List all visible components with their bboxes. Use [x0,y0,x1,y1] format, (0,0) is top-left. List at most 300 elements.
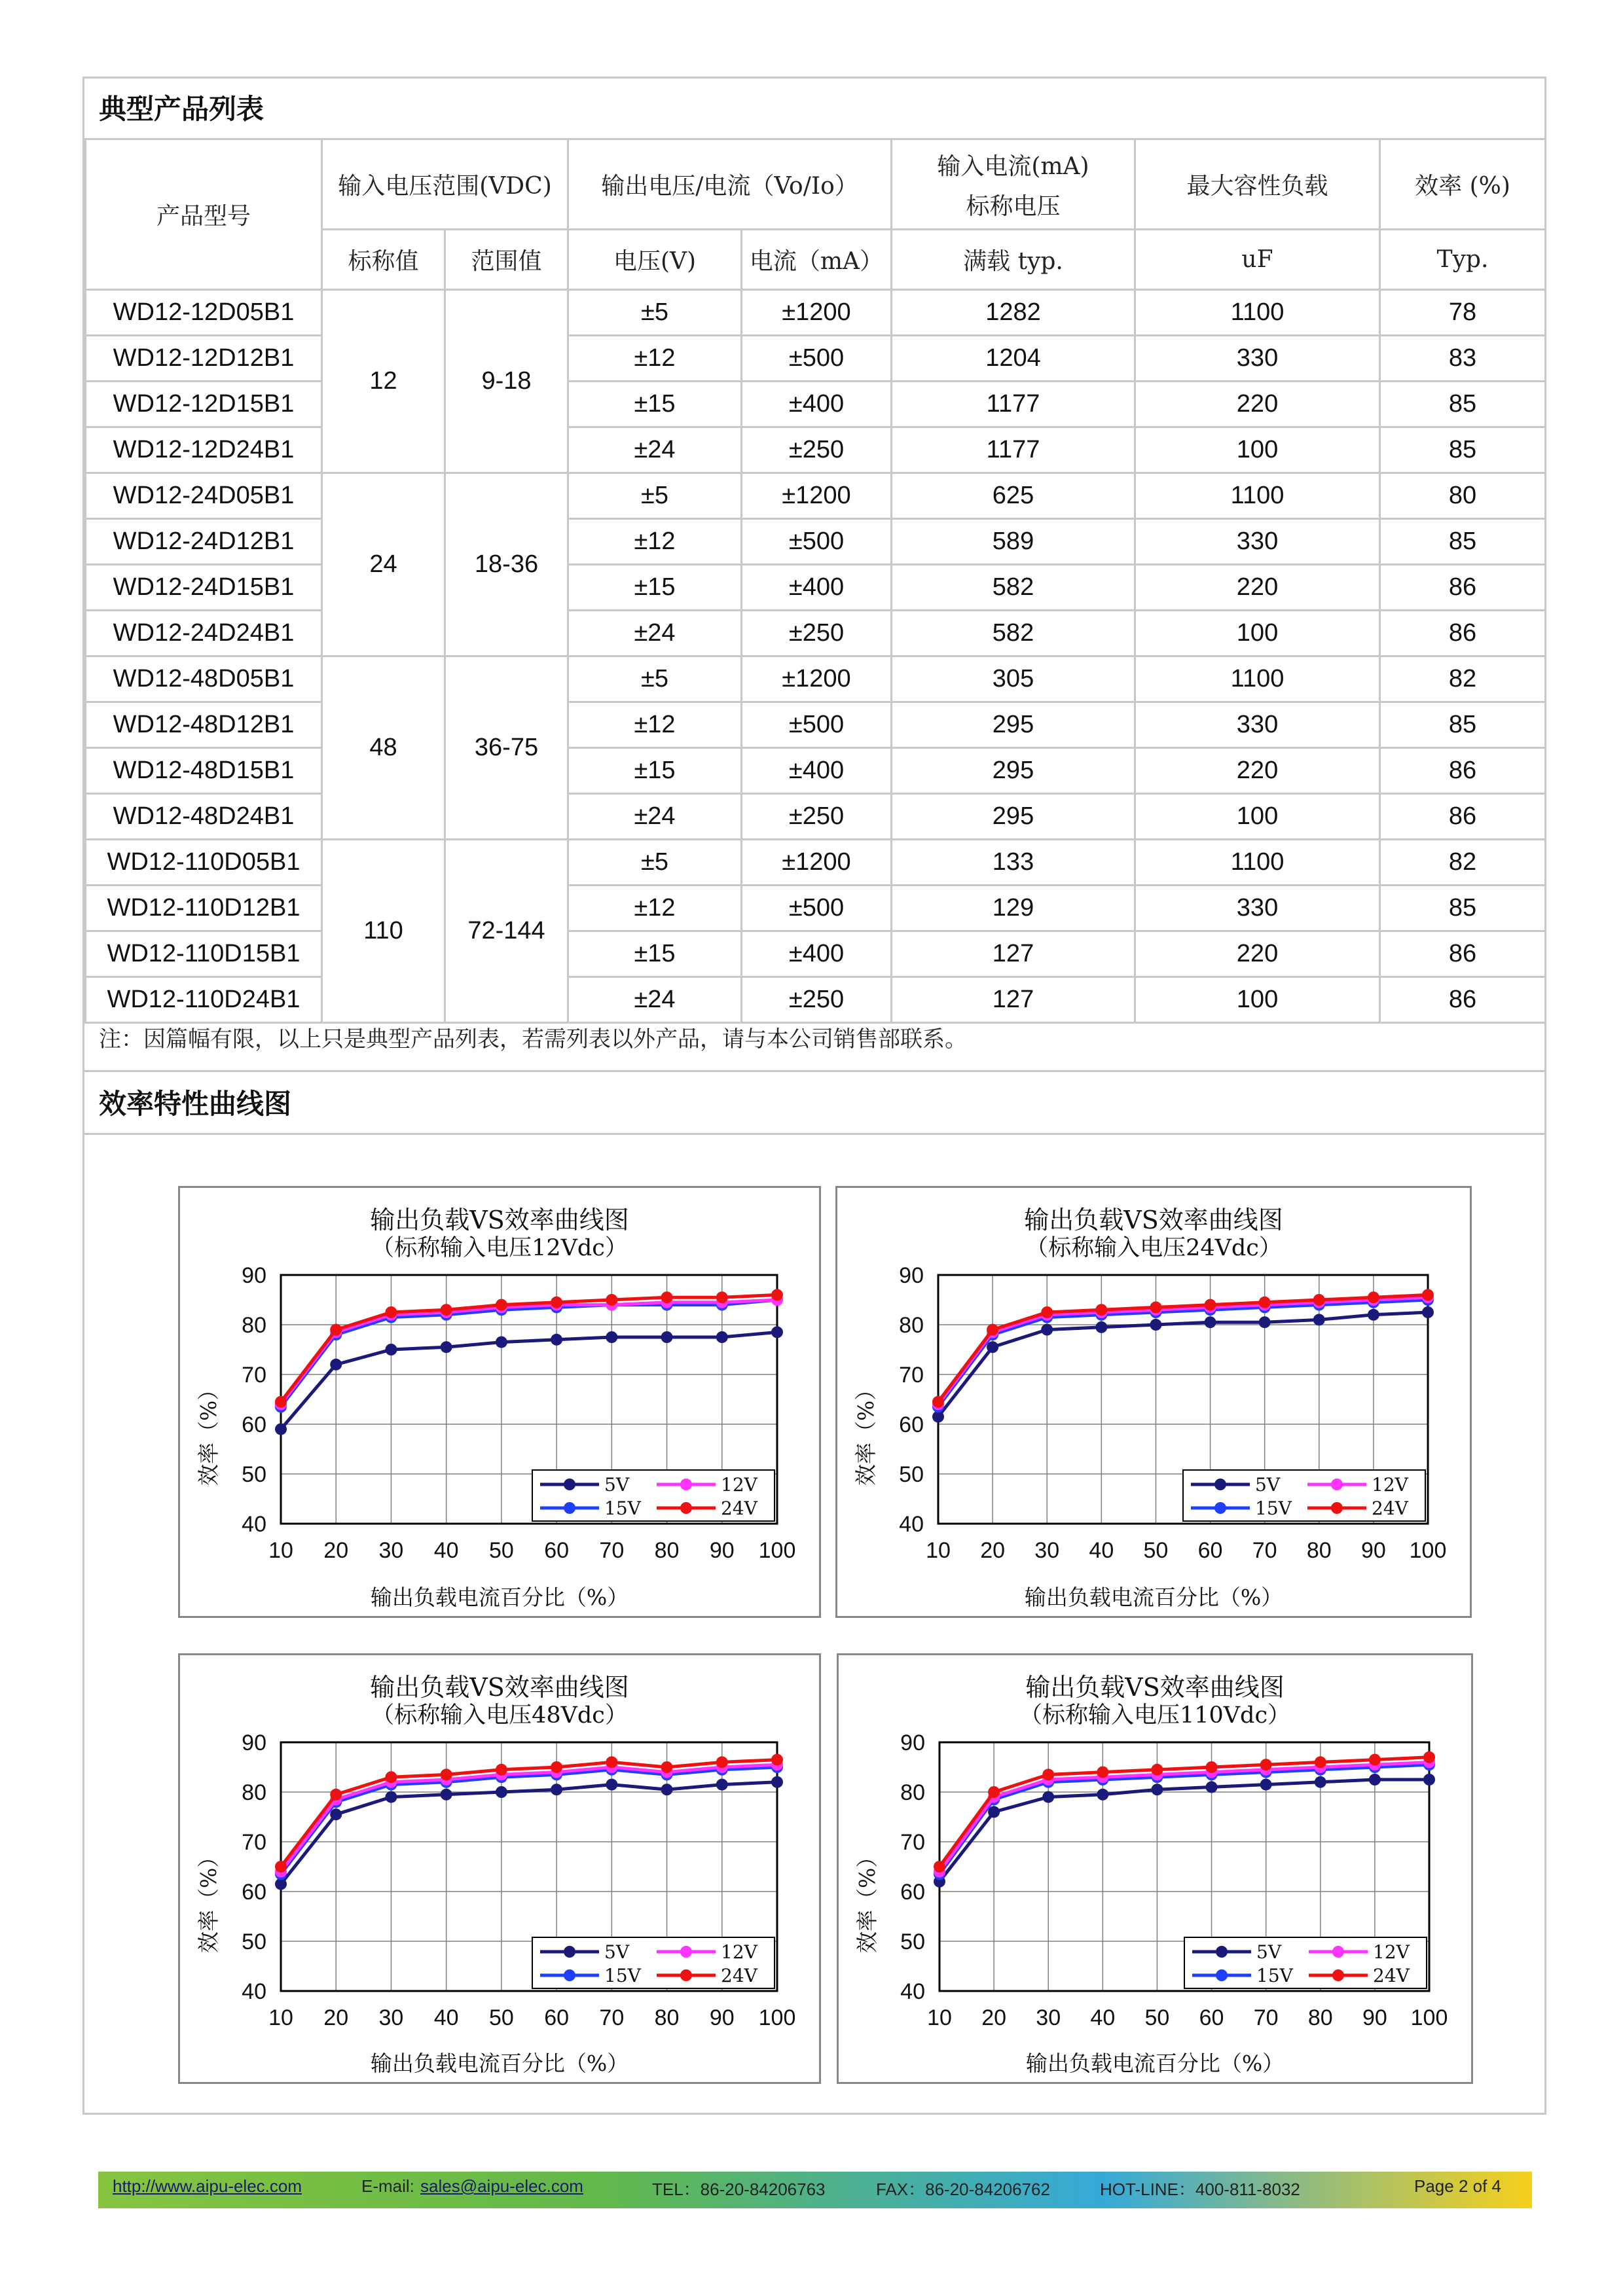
data-point [661,1761,673,1773]
header-input-current-line1: 输入电流(mA) [937,152,1089,180]
header-input-current [892,139,1135,230]
input-current-cell: 127 [892,977,1135,1023]
table-row [86,656,1546,702]
data-point [716,1291,728,1303]
data-point [1095,1304,1107,1316]
capacitive-load-cell: 100 [1135,611,1380,656]
y-tick-label: 80 [242,1313,266,1338]
y-tick-label: 70 [899,1363,924,1388]
data-point [551,1297,562,1308]
chart-legend [532,1470,775,1521]
data-point [275,1861,287,1873]
x-tick-label: 80 [654,2005,680,2030]
footer-email-link[interactable]: sales@aipu-elec.com [420,2176,583,2196]
data-point [987,1324,998,1336]
y-tick-label: 60 [899,1412,924,1437]
x-tick-label: 60 [1199,2005,1224,2030]
data-point [1368,1291,1379,1303]
efficiency-cell: 86 [1380,931,1546,977]
model-cell: WD12-48D05B1 [86,656,322,702]
legend-label: 5V [604,1941,630,1963]
footer-website-link[interactable]: http://www.aipu-elec.com [113,2176,302,2196]
legend-swatch-marker [564,1946,575,1958]
input-current-cell: 1282 [892,290,1135,336]
data-point [661,1331,673,1343]
data-point [551,1761,562,1773]
header-capacitive-load: 最大容性负载 [1135,139,1380,230]
input-current-cell: 295 [892,748,1135,794]
subheader-full-load: 满载 typ. [892,230,1135,290]
data-point [1315,1756,1326,1768]
legend-swatch-marker [1332,1946,1344,1958]
model-cell: WD12-48D15B1 [86,748,322,794]
chart-x-label: 输出负载电流百分比（%） [1025,2051,1285,2076]
efficiency-cell: 86 [1380,977,1546,1023]
y-tick-label: 90 [899,1263,924,1288]
data-point [1205,1316,1216,1328]
x-tick-label: 40 [1089,1538,1114,1563]
chart-plot-svg [837,1188,1470,1616]
x-tick-label: 60 [544,2005,570,2030]
x-tick-label: 50 [1144,2005,1170,2030]
table-row [86,840,1546,886]
legend-swatch-marker [680,1479,692,1490]
output-current-cell: ±400 [742,565,892,611]
chart-plot-svg [839,1655,1471,2082]
x-tick-label: 20 [981,2005,1007,2030]
data-point [606,1294,617,1306]
subheader-voltage: 电压(V) [568,230,742,290]
voltage-range-cell: 36-75 [445,656,568,840]
legend-swatch-marker [1331,1502,1343,1514]
x-tick-label: 50 [1143,1538,1169,1563]
data-point [551,1334,562,1346]
data-point [1151,1784,1163,1795]
x-tick-label: 10 [268,2005,293,2030]
chart-y-label: 效率（%） [854,1846,880,1953]
data-point [1422,1289,1434,1300]
efficiency-cell: 86 [1380,748,1546,794]
y-tick-label: 50 [242,1462,266,1487]
chart-legend [1184,1937,1427,1988]
y-tick-label: 40 [242,1979,266,2004]
output-voltage-cell: ±24 [568,977,742,1023]
legend-swatch-marker [564,1479,575,1490]
table-row [86,290,1546,336]
output-current-cell: ±500 [742,519,892,565]
efficiency-cell: 86 [1380,794,1546,840]
x-tick-label: 50 [488,1538,514,1563]
model-cell: WD12-110D15B1 [86,931,322,977]
input-current-cell: 625 [892,473,1135,519]
chart-legend [532,1937,775,1988]
chart-y-label: 效率（%） [853,1378,879,1486]
output-voltage-cell: ±24 [568,794,742,840]
table-row [86,382,1546,427]
input-current-cell: 1204 [892,336,1135,382]
chart-title: 输出负载VS效率曲线图 [370,1673,629,1702]
data-point [1205,1299,1216,1311]
x-tick-label: 90 [1362,2005,1387,2030]
chart-x-label: 输出负载电流百分比（%） [370,2051,629,2076]
x-tick-label: 100 [758,2005,796,2030]
legend-label: 12V [721,1941,757,1963]
data-point [385,1344,397,1355]
footer-hotline: HOT-LINE：400-811-8032 [1100,2179,1300,2199]
footer-tel: TEL：86-20-84206763 [652,2179,826,2199]
data-point [330,1789,342,1801]
y-tick-label: 80 [900,1780,925,1805]
data-point [771,1326,783,1338]
footer-page-number: Page 2 of 4 [1414,2176,1501,2196]
output-current-cell: ±250 [742,427,892,473]
data-point [330,1324,342,1336]
chart-title: 输出负载VS效率曲线图 [370,1206,629,1234]
capacitive-load-cell: 1100 [1135,656,1380,702]
output-current-cell: ±1200 [742,840,892,886]
data-point [1041,1306,1053,1318]
section-title-product-list: 典型产品列表 [84,79,1544,140]
model-cell: WD12-110D05B1 [86,840,322,886]
x-tick-label: 30 [1034,1538,1060,1563]
efficiency-cell: 85 [1380,382,1546,427]
capacitive-load-cell: 100 [1135,977,1380,1023]
output-current-cell: ±250 [742,611,892,656]
voltage-range-cell: 72-144 [445,840,568,1023]
legend-label: 15V [604,1965,641,1986]
input-current-cell: 305 [892,656,1135,702]
data-point [1097,1789,1108,1801]
data-point [385,1791,397,1803]
table-row [86,702,1546,748]
data-point [1151,1764,1163,1776]
data-point [441,1768,452,1780]
output-voltage-cell: ±15 [568,382,742,427]
input-current-cell: 1177 [892,382,1135,427]
capacitive-load-cell: 330 [1135,886,1380,931]
model-cell: WD12-110D12B1 [86,886,322,931]
efficiency-chart-110v [837,1653,1473,2084]
x-tick-label: 30 [1036,2005,1061,2030]
input-current-cell: 133 [892,840,1135,886]
data-point [385,1771,397,1783]
table-row [86,611,1546,656]
input-current-cell: 127 [892,931,1135,977]
data-point [1259,1297,1271,1308]
legend-swatch-marker [680,1502,692,1514]
chart-plot-svg [180,1655,819,2082]
legend-swatch-marker [1216,1946,1228,1958]
efficiency-cell: 86 [1380,565,1546,611]
data-point [932,1396,944,1408]
efficiency-chart-24v [835,1186,1472,1618]
output-current-cell: ±1200 [742,290,892,336]
output-current-cell: ±1200 [742,473,892,519]
efficiency-cell: 82 [1380,840,1546,886]
nominal-voltage-cell: 24 [322,473,445,656]
x-tick-label: 90 [1360,1538,1386,1563]
input-current-cell: 295 [892,794,1135,840]
legend-swatch-marker [564,1969,575,1981]
data-point [716,1756,728,1768]
x-tick-label: 10 [268,1538,293,1563]
output-current-cell: ±250 [742,977,892,1023]
header-model: 产品型号 [86,139,322,290]
data-point [330,1359,342,1371]
data-point [716,1779,728,1791]
data-point [496,1299,507,1311]
data-point [496,1336,507,1348]
data-point [771,1754,783,1766]
nominal-voltage-cell: 12 [322,290,445,473]
product-table [84,138,1546,1024]
model-cell: WD12-12D05B1 [86,290,322,336]
efficiency-cell: 85 [1380,702,1546,748]
y-tick-label: 90 [900,1731,925,1755]
x-tick-label: 70 [1253,2005,1279,2030]
x-tick-label: 20 [980,1538,1006,1563]
capacitive-load-cell: 100 [1135,427,1380,473]
x-tick-label: 30 [378,1538,404,1563]
x-tick-label: 70 [599,2005,625,2030]
x-tick-label: 50 [488,2005,514,2030]
subheader-range: 范围值 [445,230,568,290]
output-voltage-cell: ±24 [568,611,742,656]
x-tick-label: 60 [544,1538,570,1563]
input-current-cell: 589 [892,519,1135,565]
chart-subtitle: （标称输入电压110Vdc） [1019,1702,1291,1729]
output-voltage-cell: ±5 [568,656,742,702]
legend-swatch-marker [1332,1969,1344,1981]
output-current-cell: ±400 [742,382,892,427]
y-tick-label: 90 [242,1263,266,1288]
table-row [86,473,1546,519]
model-cell: WD12-110D24B1 [86,977,322,1023]
capacitive-load-cell: 330 [1135,336,1380,382]
subheader-typ: Typ. [1380,230,1546,290]
efficiency-cell: 80 [1380,473,1546,519]
data-point [275,1396,287,1408]
output-voltage-cell: ±12 [568,886,742,931]
data-point [1260,1779,1272,1791]
legend-label: 24V [1373,1965,1410,1986]
output-voltage-cell: ±24 [568,427,742,473]
y-tick-label: 70 [242,1363,266,1388]
capacitive-load-cell: 330 [1135,702,1380,748]
output-voltage-cell: ±12 [568,519,742,565]
y-tick-label: 80 [242,1780,266,1805]
capacitive-load-cell: 1100 [1135,290,1380,336]
data-point [441,1304,452,1316]
data-point [441,1789,452,1801]
capacitive-load-cell: 220 [1135,931,1380,977]
x-tick-label: 10 [926,1538,951,1563]
data-point [606,1331,617,1343]
footer-email-label: E-mail: [361,2176,414,2196]
chart-x-label: 输出负载电流百分比（%） [1024,1585,1283,1610]
data-point [1368,1309,1379,1321]
data-point [661,1291,673,1303]
data-point [1422,1306,1434,1318]
table-row [86,886,1546,931]
model-cell: WD12-12D15B1 [86,382,322,427]
chart-y-label: 效率（%） [196,1846,221,1953]
data-point [988,1786,1000,1798]
y-tick-label: 70 [900,1830,925,1855]
x-tick-label: 80 [654,1538,680,1563]
data-point [716,1331,728,1343]
output-voltage-cell: ±15 [568,931,742,977]
data-point [385,1306,397,1318]
subheader-nominal: 标称值 [322,230,445,290]
data-point [1313,1294,1325,1306]
header-efficiency: 效率 (%) [1380,139,1546,230]
y-tick-label: 60 [900,1880,925,1905]
x-tick-label: 20 [323,2005,349,2030]
capacitive-load-cell: 220 [1135,565,1380,611]
y-tick-label: 40 [899,1512,924,1537]
data-point [551,1784,562,1795]
output-voltage-cell: ±5 [568,473,742,519]
data-point [1315,1776,1326,1788]
input-current-cell: 582 [892,611,1135,656]
output-current-cell: ±500 [742,886,892,931]
model-cell: WD12-24D15B1 [86,565,322,611]
capacitive-load-cell: 330 [1135,519,1380,565]
data-point [1097,1767,1108,1778]
x-tick-label: 20 [323,1538,349,1563]
table-row [86,794,1546,840]
x-tick-label: 80 [1306,1538,1332,1563]
y-tick-label: 60 [242,1880,266,1905]
nominal-voltage-cell: 48 [322,656,445,840]
legend-label: 5V [1255,1474,1281,1496]
model-cell: WD12-48D24B1 [86,794,322,840]
data-point [771,1776,783,1788]
data-point [1423,1774,1435,1785]
x-tick-label: 80 [1307,2005,1333,2030]
table-row [86,931,1546,977]
efficiency-cell: 86 [1380,611,1546,656]
legend-label: 15V [1255,1498,1292,1519]
chart-plot-svg [180,1188,819,1616]
data-point [661,1784,673,1795]
data-point [330,1808,342,1820]
legend-label: 24V [721,1498,757,1519]
output-voltage-cell: ±12 [568,702,742,748]
efficiency-cell: 78 [1380,290,1546,336]
chart-x-label: 输出负载电流百分比（%） [370,1585,629,1610]
output-current-cell: ±500 [742,336,892,382]
footer-fax: FAX：86-20-84206762 [876,2179,1050,2199]
output-current-cell: ±400 [742,748,892,794]
x-tick-label: 70 [1252,1538,1277,1563]
data-point [1369,1774,1381,1785]
capacitive-load-cell: 1100 [1135,473,1380,519]
chart-title: 输出负载VS效率曲线图 [1025,1673,1285,1702]
legend-label: 5V [1256,1941,1282,1963]
output-current-cell: ±400 [742,931,892,977]
data-point [1369,1754,1381,1766]
data-point [606,1756,617,1768]
chart-y-label: 效率（%） [196,1378,221,1486]
legend-swatch-marker [1331,1479,1343,1490]
x-tick-label: 70 [599,1538,625,1563]
header-output: 输出电压/电流（Vo/Io） [568,139,892,230]
x-tick-label: 100 [758,1538,796,1563]
x-tick-label: 60 [1197,1538,1223,1563]
output-voltage-cell: ±15 [568,748,742,794]
model-cell: WD12-48D12B1 [86,702,322,748]
data-point [771,1289,783,1300]
y-tick-label: 40 [900,1979,925,2004]
output-current-cell: ±1200 [742,656,892,702]
capacitive-load-cell: 220 [1135,748,1380,794]
chart-subtitle: （标称输入电压48Vdc） [371,1702,628,1729]
table-row [86,427,1546,473]
efficiency-chart-12v [178,1186,821,1618]
subheader-uf: uF [1135,230,1380,290]
model-cell: WD12-24D24B1 [86,611,322,656]
legend-swatch-marker [1214,1479,1226,1490]
data-point [1423,1751,1435,1763]
x-tick-label: 40 [433,2005,459,2030]
legend-swatch-marker [1216,1969,1228,1981]
table-row [86,336,1546,382]
capacitive-load-cell: 1100 [1135,840,1380,886]
header-input-current-line2: 标称电压 [966,192,1061,220]
y-tick-label: 50 [900,1929,925,1954]
output-voltage-cell: ±5 [568,290,742,336]
legend-swatch-marker [1214,1502,1226,1514]
capacitive-load-cell: 220 [1135,382,1380,427]
output-voltage-cell: ±12 [568,336,742,382]
legend-swatch-marker [680,1946,692,1958]
x-tick-label: 100 [1410,2005,1448,2030]
section-title-efficiency-curves: 效率特性曲线图 [84,1073,1544,1135]
output-current-cell: ±250 [742,794,892,840]
chart-subtitle: （标称输入电压24Vdc） [1025,1235,1282,1261]
table-row [86,748,1546,794]
input-current-cell: 1177 [892,427,1135,473]
data-point [606,1779,617,1791]
y-tick-label: 50 [899,1462,924,1487]
model-cell: WD12-12D12B1 [86,336,322,382]
legend-label: 15V [1256,1965,1293,1986]
y-tick-label: 60 [242,1412,266,1437]
table-note: 注：因篇幅有限，以上只是典型产品列表，若需列表以外产品，请与本公司销售部联系。 [84,1013,1544,1072]
output-current-cell: ±500 [742,702,892,748]
nominal-voltage-cell: 110 [322,840,445,1023]
x-tick-label: 10 [927,2005,952,2030]
table-row [86,519,1546,565]
efficiency-cell: 85 [1380,427,1546,473]
chart-title: 输出负载VS效率曲线图 [1024,1206,1283,1234]
output-voltage-cell: ±5 [568,840,742,886]
data-point [1150,1301,1161,1313]
data-point [496,1786,507,1798]
chart-subtitle: （标称输入电压12Vdc） [371,1235,628,1261]
data-point [1206,1761,1218,1773]
header-input-range: 输入电压范围(VDC) [322,139,568,230]
model-cell: WD12-24D12B1 [86,519,322,565]
efficiency-cell: 83 [1380,336,1546,382]
legend-label: 12V [721,1474,757,1496]
x-tick-label: 30 [378,2005,404,2030]
y-tick-label: 90 [242,1731,266,1755]
chart-legend [1183,1470,1425,1521]
legend-label: 5V [604,1474,630,1496]
